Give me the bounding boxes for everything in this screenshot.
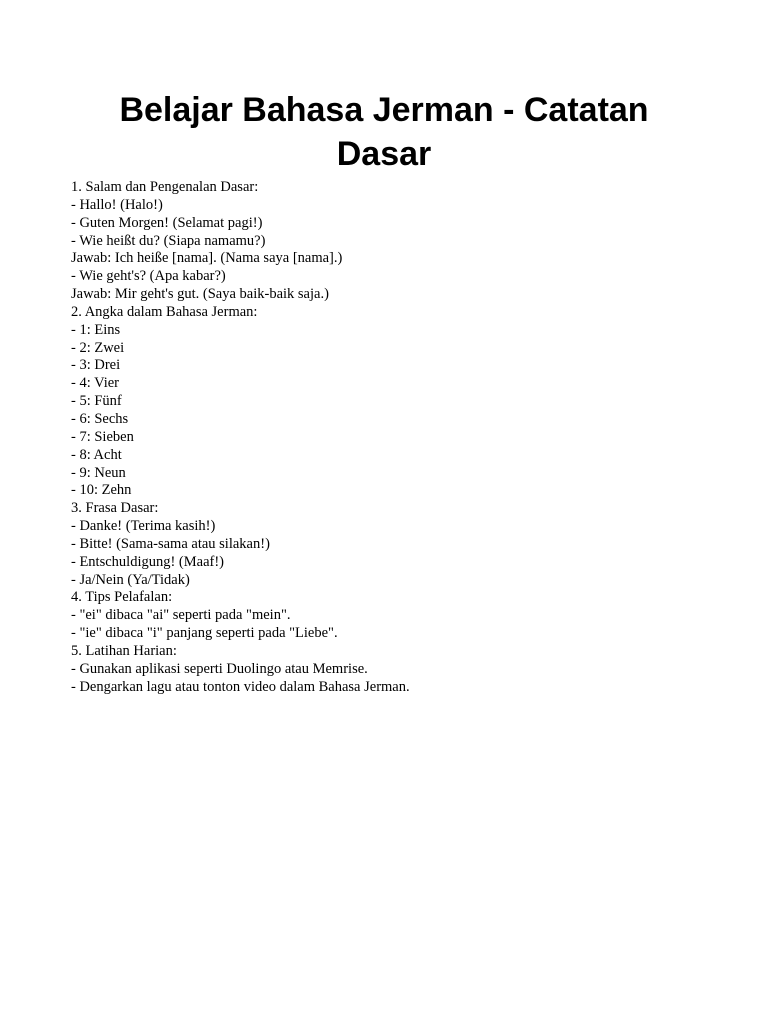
list-item: - 1: Eins (71, 321, 121, 338)
list-item: - Dengarkan lagu atau tonton video dalam Bahasa Jerman. (71, 678, 410, 695)
section-heading: 4. Tips Pelafalan: (71, 589, 173, 606)
list-item: - Bitte! (Sama-sama atau silakan!) (71, 535, 270, 552)
list-item: - Wie heißt du? (Siapa namamu?) (71, 232, 266, 249)
list-item: - 3: Drei (71, 357, 121, 374)
list-item: - Ja/Nein (Ya/Tidak) (71, 571, 190, 588)
list-item: - "ei" dibaca "ai" seperti pada "mein". (71, 607, 291, 624)
list-item: - 9: Neun (71, 464, 126, 481)
section-heading: 2. Angka dalam Bahasa Jerman: (71, 303, 258, 320)
list-item: - 5: Fünf (71, 393, 122, 410)
list-item: - 6: Sechs (71, 410, 129, 427)
list-item: - Entschuldigung! (Maaf!) (71, 553, 225, 570)
document-body (71, 179, 711, 696)
list-item: - 8: Acht (71, 446, 122, 463)
page-title: Belajar Bahasa Jerman - Catatan Dasar (119, 91, 649, 173)
list-item: - Gunakan aplikasi seperti Duolingo atau Memrise. (71, 660, 368, 677)
list-item: - 4: Vier (71, 375, 119, 392)
section-heading: 1. Salam dan Pengenalan Dasar: (71, 179, 259, 195)
list-item: - Guten Morgen! (Selamat pagi!) (71, 214, 263, 231)
answer-line: Jawab: Ich heiße [nama]. (Nama saya [nama].) (71, 250, 343, 267)
list-item: - "ie" dibaca "i" panjang seperti pada "Liebe". (71, 625, 338, 642)
list-item: - 7: Sieben (71, 428, 134, 445)
list-item: - Danke! (Terima kasih!) (71, 518, 216, 535)
list-item: - 10: Zehn (71, 482, 132, 499)
section-heading: 3. Frasa Dasar: (71, 500, 159, 517)
section-heading: 5. Latihan Harian: (71, 642, 177, 659)
list-item: - Hallo! (Halo!) (71, 196, 163, 213)
list-item: - Wie geht's? (Apa kabar?) (71, 268, 226, 285)
answer-line: Jawab: Mir geht's gut. (Saya baik-baik saja.) (71, 286, 329, 303)
list-item: - 2: Zwei (71, 339, 125, 356)
